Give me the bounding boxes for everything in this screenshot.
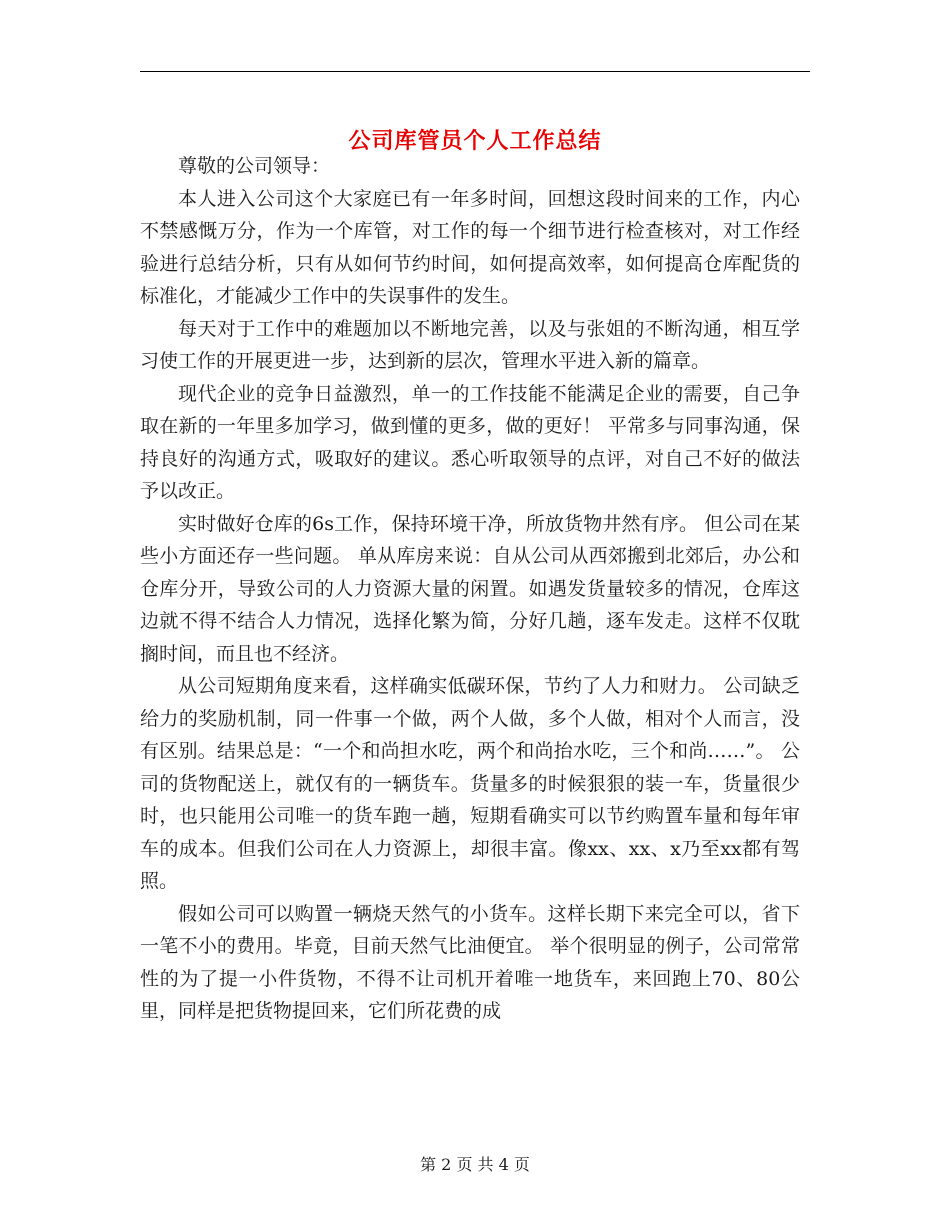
body-paragraph: 每天对于工作中的难题加以不断地完善，以及与张姐的不断沟通，相互学习使工作的开展更进一步，达到新的层次，管理水平进入新的篇章。	[140, 317, 800, 372]
salutation: 尊敬的公司领导：	[178, 155, 331, 177]
document-title: 公司库管员个人工作总结	[348, 127, 602, 154]
body-paragraph: 从公司短期角度来看，这样确实低碳环保，节约了人力和财力。 公司缺乏给力的奖励机制，同一件事一个做，两个人做，多个人做，相对个人而言，没有区别。结果总是：“一个和尚担水吃，两个和尚抬水吃，三个和尚……”。 公司的货物配送上，就仅有的一辆货车。货量多的时候狠狠的装一车，货量很少时，也只能用公司唯一的货车跑一趟，短期看确实可以节约购置车量和每年审车的成本。但我们公司在人力资源上，却很丰富。像xx、xx、x乃至xx都有驾照。	[140, 675, 800, 892]
page-footer	[0, 1153, 950, 1177]
body-paragraph: 实时做好仓库的6s工作，保持环境干净，所放货物井然有序。 但公司在某些小方面还存一些问题。 单从库房来说：自从公司从西郊搬到北郊后，办公和仓库分开，导致公司的人力资源大量的闲置。如遇发货量较多的情况，仓库这边就不得不结合人力情况，选择化繁为简，分好几趟，逐车发走。这样不仅耽搁时间，而且也不经济。	[140, 512, 800, 665]
header-rule	[140, 71, 810, 72]
body-paragraph: 本人进入公司这个大家庭已有一年多时间，回想这段时间来的工作，内心不禁感慨万分，作为一个库管，对工作的每一个细节进行检查核对，对工作经验进行总结分析，只有从如何节约时间，如何提高效率，如何提高仓库配货的标准化，才能减少工作中的失误事件的发生。	[140, 187, 800, 307]
body-paragraph: 假如公司可以购置一辆烧天然气的小货车。这样长期下来完全可以，省下一笔不小的费用。毕竟，目前天然气比油便宜。 举个很明显的例子，公司常常性的为了提一小件货物，不得不让司机开着唯一地货车，来回跑上70、80公里，同样是把货物提回来，它们所花费的成	[140, 902, 800, 1022]
page-number: 第 2 页 共 4 页	[420, 1155, 530, 1174]
body-paragraph: 现代企业的竞争日益激烈，单一的工作技能不能满足企业的需要，自己争取在新的一年里多加学习，做到懂的更多，做的更好！ 平常多与同事沟通，保持良好的沟通方式，吸取好的建议。悉心听取领导的点评，对自己不好的做法予以改正。	[140, 382, 800, 502]
document-body	[140, 150, 800, 1028]
